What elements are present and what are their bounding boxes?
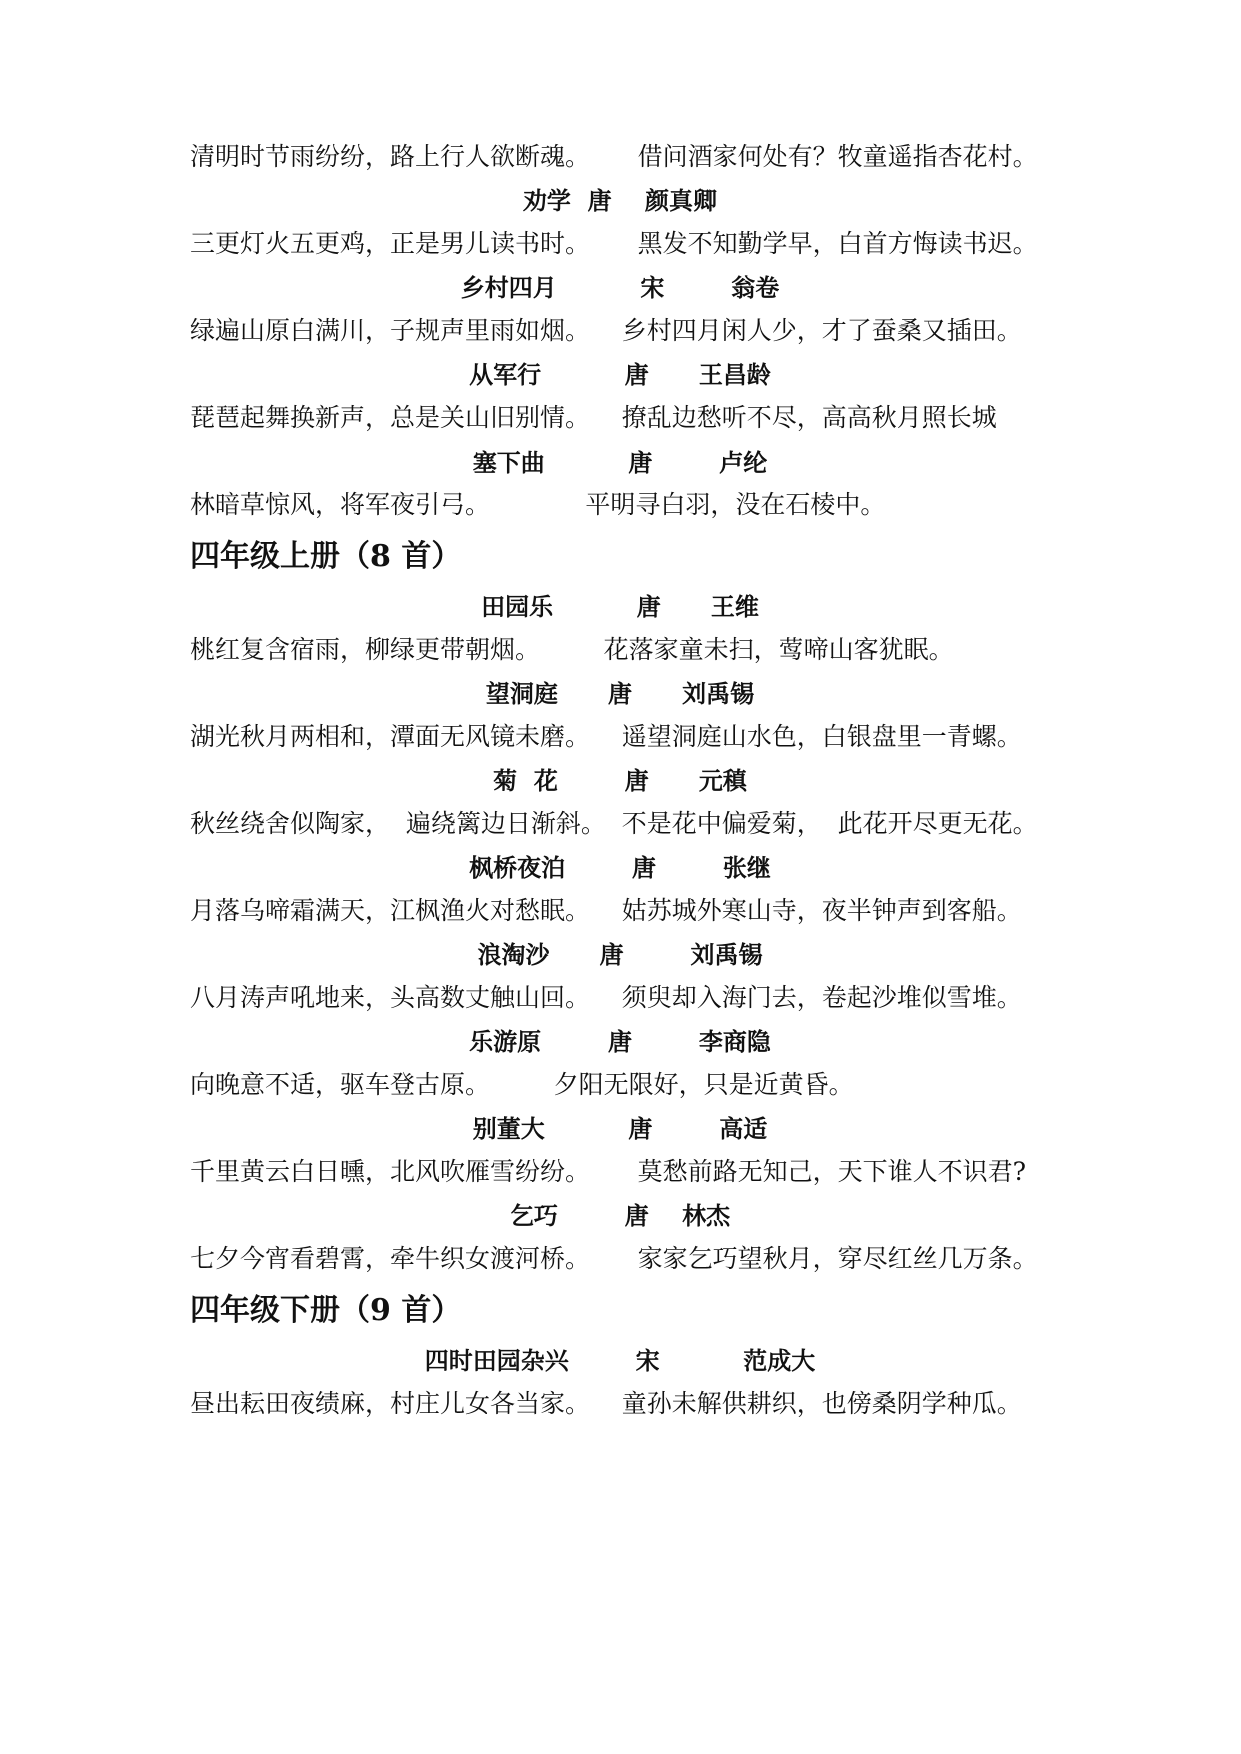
poem-verse: 桃红复含宿雨，柳绿更带朝烟。 花落家童未扫，莺啼山客犹眠。 bbox=[190, 635, 954, 664]
poem-title: 枫桥夜泊 唐 张继 bbox=[469, 854, 771, 882]
poem-verse: 千里黄云白日曛，北风吹雁雪纷纷。 莫愁前路无知己，天下谁人不识君? bbox=[190, 1157, 1027, 1186]
poem-verse: 八月涛声吼地来，头高数丈触山回。 须臾却入海门去，卷起沙堆似雪堆。 bbox=[190, 983, 1022, 1012]
section-heading: 四年级下册（9 首） bbox=[190, 1293, 462, 1328]
poem-title: 乐游原 唐 李商隐 bbox=[469, 1028, 771, 1056]
poem-verse: 昼出耘田夜绩麻，村庄儿女各当家。 童孙未解供耕织，也傍桑阴学种瓜。 bbox=[190, 1389, 1022, 1418]
poem-verse: 向晚意不适，驱车登古原。 夕阳无限好，只是近黄昏。 bbox=[190, 1070, 854, 1099]
poem-verse: 琵琶起舞换新声，总是关山旧别情。 撩乱边愁听不尽，高高秋月照长城 bbox=[190, 403, 997, 432]
poem-title: 乞巧 唐 林杰 bbox=[509, 1202, 731, 1230]
poem-verse: 林暗草惊风，将军夜引弓。 平明寻白羽，没在石棱中。 bbox=[190, 490, 886, 519]
poem-title: 四时田园杂兴 宋 范成大 bbox=[424, 1347, 816, 1375]
poem-verse: 七夕今宵看碧霄，牵牛织女渡河桥。 家家乞巧望秋月，穿尽红丝几万条。 bbox=[190, 1244, 1038, 1273]
poem-title: 浪淘沙 唐 刘禹锡 bbox=[477, 941, 763, 969]
poem-title: 菊 花 唐 元稹 bbox=[493, 767, 747, 795]
poem-verse: 秋丝绕舍似陶家， 遍绕篱边日渐斜。 不是花中偏爱菊， 此花开尽更无花。 bbox=[190, 809, 1038, 838]
poem-title: 劝学 唐 颜真卿 bbox=[522, 187, 718, 215]
poem-verse: 湖光秋月两相和，潭面无风镜未磨。 遥望洞庭山水色，白银盘里一青螺。 bbox=[190, 722, 1022, 751]
poem-verse: 清明时节雨纷纷，路上行人欲断魂。 借问酒家何处有？牧童遥指杏花村。 bbox=[190, 142, 1038, 171]
poem-title: 从军行 唐 王昌龄 bbox=[469, 361, 771, 389]
poem-title: 田园乐 唐 王维 bbox=[481, 593, 759, 621]
poem-title: 塞下曲 唐 卢纶 bbox=[472, 449, 768, 477]
poem-verse: 月落乌啼霜满天，江枫渔火对愁眠。 姑苏城外寒山寺，夜半钟声到客船。 bbox=[190, 896, 1022, 925]
poem-verse: 绿遍山原白满川，子规声里雨如烟。 乡村四月闲人少，才了蚕桑又插田。 bbox=[190, 316, 1022, 345]
poem-title: 望洞庭 唐 刘禹锡 bbox=[485, 680, 755, 708]
poem-title: 乡村四月 宋 翁卷 bbox=[460, 274, 780, 302]
section-heading: 四年级上册（8 首） bbox=[190, 539, 462, 574]
poem-title: 别董大 唐 高适 bbox=[472, 1115, 768, 1143]
poem-verse: 三更灯火五更鸡，正是男儿读书时。 黑发不知勤学早，白首方悔读书迟。 bbox=[190, 229, 1038, 258]
